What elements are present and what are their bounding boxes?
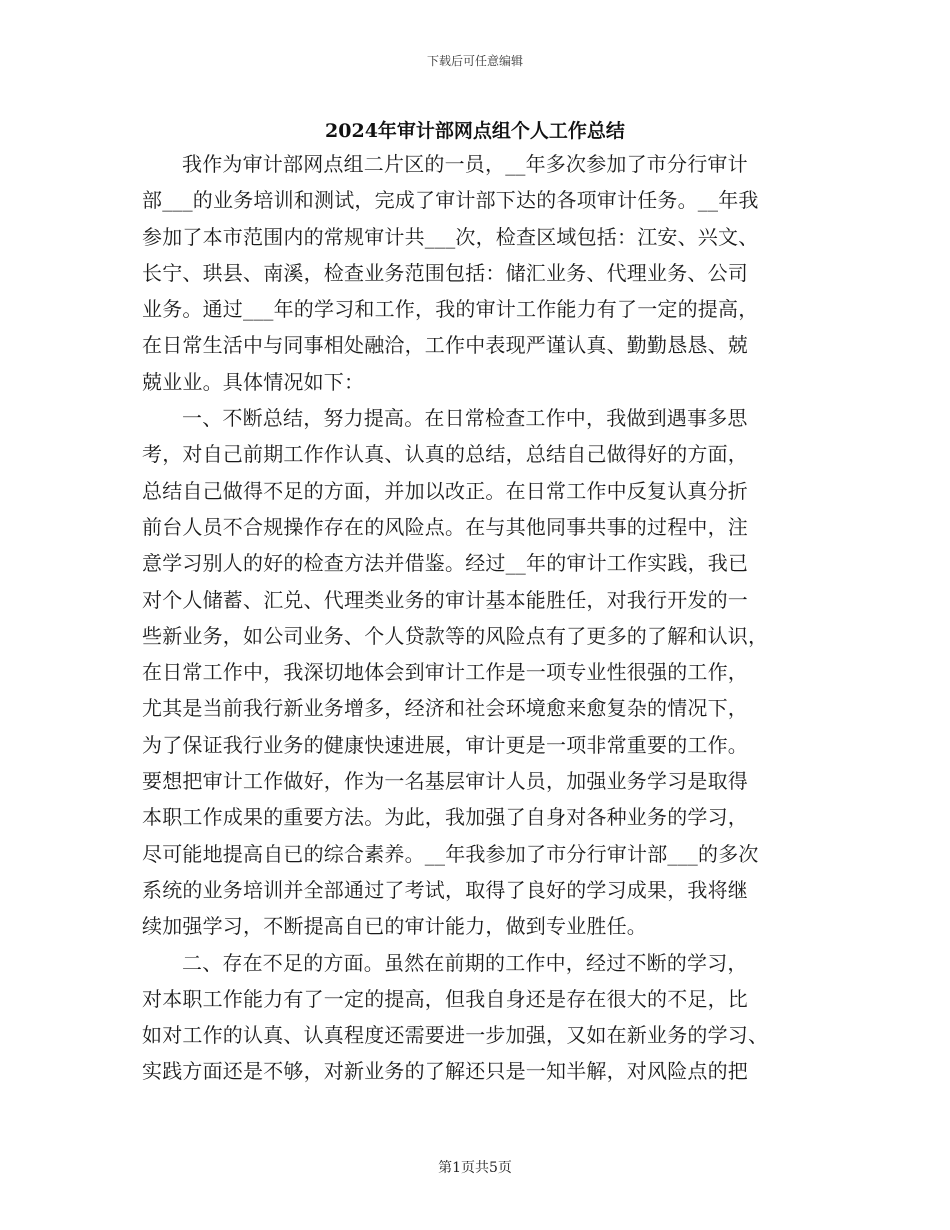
text-line: 意学习别人的好的检查方法并借鉴。经过__年的审计工作实践，我已 [142,551,749,576]
text-line: 考，对自己前期工作作认真、认真的总结，总结自己做得好的方面， [142,442,748,467]
page-number: 第1页共5页 [438,1160,512,1176]
text-line: 续加强学习，不断提高自已的审计能力，做到专业胜任。 [142,914,647,939]
text-line: 尤其是当前我行新业务增多，经济和社会环境愈来愈复杂的情况下， [142,696,748,721]
header-note: 下载后可任意编辑 [426,54,523,68]
text-line: 对本职工作能力有了一定的提高，但我自身还是存在很大的不足，比 [142,986,748,1011]
text-line: 实践方面还是不够，对新业务的了解还只是一知半解，对风险点的把 [142,1059,748,1084]
text-line: 为了保证我行业务的健康快速进展，审计更是一项非常重要的工作。 [142,732,748,757]
text-line: 系统的业务培训并全部通过了考试，取得了良好的学习成果，我将继 [142,877,748,902]
text-line: 部___的业务培训和测试，完成了审计部下达的各项审计任务。__年我 [142,188,759,213]
text-line: 在日常生活中与同事相处融洽，工作中表现严谨认真、勤勤恳恳、兢 [142,333,748,358]
text-line: 要想把审计工作做好，作为一名基层审计人员，加强业务学习是取得 [142,769,748,794]
text-line: 前台人员不合规操作存在的风险点。在与其他同事共事的过程中，注 [142,514,748,539]
text-line: 尽可能地提高自已的综合素养。__年我参加了市分行审计部___的多次 [142,841,759,866]
text-line: 二、存在不足的方面。虽然在前期的工作中，经过不断的学习， [182,950,748,975]
text-line: 业务。通过___年的学习和工作，我的审计工作能力有了一定的提高， [142,297,759,322]
text-line: 在日常工作中，我深切地体会到审计工作是一项专业性很强的工作， [142,660,748,685]
text-line: 一、不断总结，努力提高。在日常检查工作中，我做到遇事多思 [182,406,748,431]
text-line: 对个人储蓄、汇兑、代理类业务的审计基本能胜任，对我行开发的一 [142,587,748,612]
text-line: 本职工作成果的重要方法。为此，我加强了自身对各种业务的学习， [142,805,748,830]
text-line: 我作为审计部网点组二片区的一员，__年多次参加了市分行审计 [182,152,748,176]
text-line: 些新业务，如公司业务、个人贷款等的风险点有了更多的了解和认识， [142,623,769,648]
document-title: 2024年审计部网点组个人工作总结 [325,120,625,142]
document-body [142,146,807,1090]
text-line: 参加了本市范围内的常规审计共___次，检查区域包括：江安、兴文、 [142,224,759,249]
text-line: 如对工作的认真、认真程度还需要进一步加强，又如在新业务的学习、 [142,1023,769,1048]
text-line: 长宁、珙县、南溪，检查业务范围包括：储汇业务、代理业务、公司 [142,260,748,285]
text-line: 总结自己做得不足的方面，并加以改正。在日常工作中反复认真分折 [142,478,748,503]
text-line: 兢业业。具体情况如下： [142,369,365,394]
